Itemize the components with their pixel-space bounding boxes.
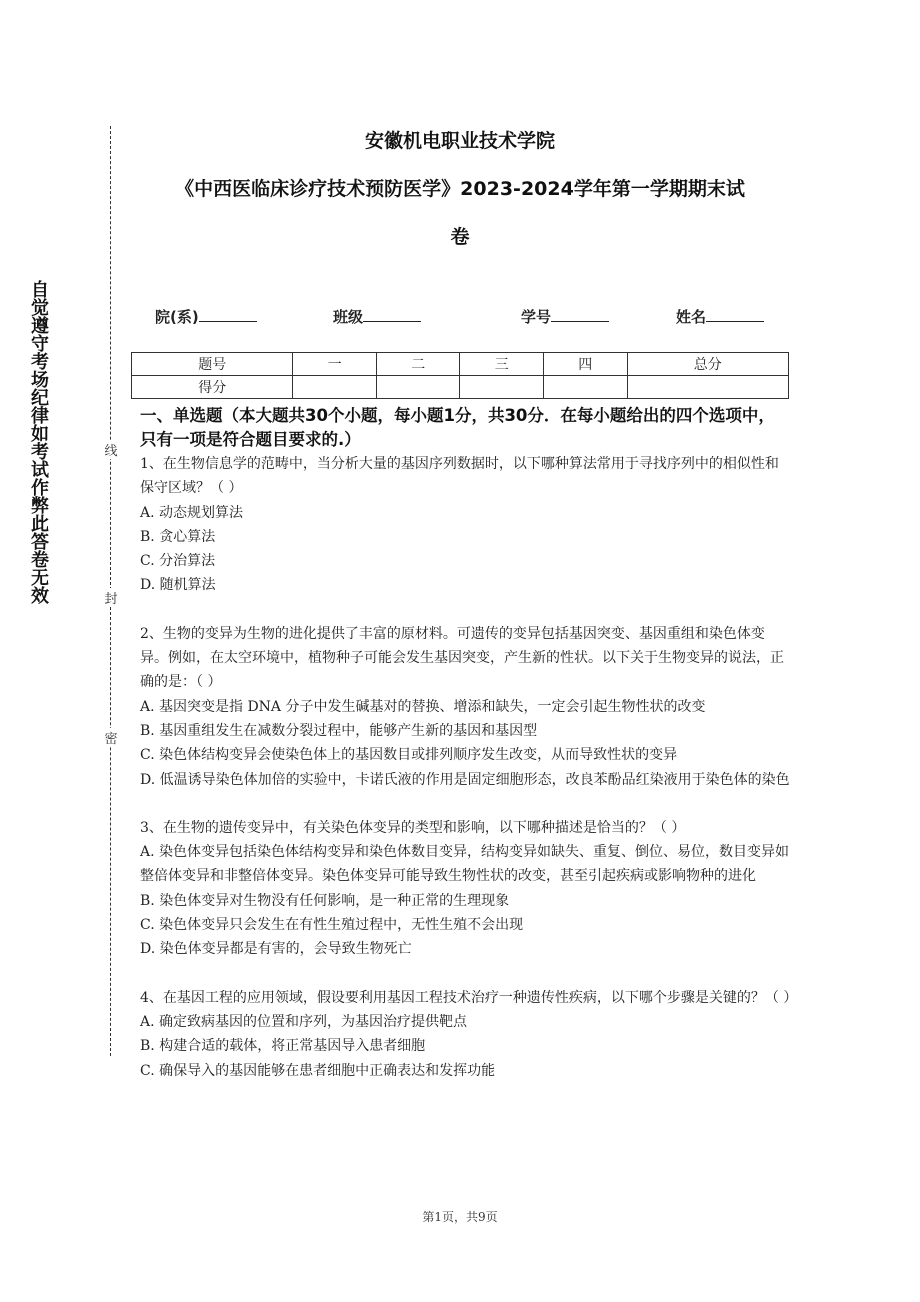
score-header-cell: 三	[460, 353, 544, 376]
question-option: A. 基因突变是指 DNA 分子中发生碱基对的替换、增添和缺失，一定会引起生物性状的改变	[140, 698, 706, 715]
score-cell[interactable]	[376, 376, 460, 399]
question-option: B. 构建合适的载体，将正常基因导入患者细胞	[140, 1038, 426, 1055]
question-option: B. 基因重组发生在减数分裂过程中，能够产生新的基因和基因型	[140, 722, 538, 739]
question-option: C. 确保导入的基因能够在患者细胞中正确表达和发挥功能	[140, 1062, 496, 1079]
dept-field[interactable]	[155, 306, 257, 327]
question-option: D. 随机算法	[140, 577, 216, 594]
dept-blank[interactable]	[199, 307, 257, 322]
class-label: 班级	[333, 308, 364, 326]
question-stem: 4、在基因工程的应用领域，假设要利用基因工程技术治疗一种遗传性疾病，以下哪个步骤是关键的？（ ）	[140, 989, 798, 1006]
exam-title-line1: 《中西医临床诊疗技术预防医学》2023-2024学年第一学期期末试	[175, 178, 745, 200]
question-option: B. 染色体变异对生物没有任何影响，是一种正常的生理现象	[140, 892, 510, 909]
name-label: 姓名	[676, 308, 707, 326]
class-blank[interactable]	[363, 307, 421, 322]
school-name: 安徽机电职业技术学院	[364, 130, 555, 152]
question-3	[140, 816, 792, 962]
score-header-cell: 总分	[627, 353, 788, 376]
section-heading: 一、单选题（本大题共30个小题，每小题1分，共30分．在每小题给出的四个选项中，只有一项是符合题目要求的.）	[140, 406, 775, 449]
question-stem: 2、生物的变异为生物的进化提供了丰富的原材料。可遗传的变异包括基因突变、基因重组和染色体变异。例如，在太空环境中，植物种子可能会发生基因突变，产生新的性状。以下关于生物变异的说法，正确的是：（ ）	[140, 625, 784, 691]
score-header-cell: 一	[293, 353, 377, 376]
name-blank[interactable]	[706, 307, 764, 322]
question-option: C. 染色体变异只会发生在有性生殖过程中，无性生殖不会出现	[140, 917, 524, 934]
question-option: C. 染色体结构变异会使染色体上的基因数目或排列顺序发生改变，从而导致性状的变异	[140, 747, 678, 764]
question-option: D. 染色体变异都是有害的，会导致生物死亡	[140, 941, 412, 958]
question-2	[140, 622, 792, 792]
question-stem: 3、在生物的遗传变异中，有关染色体变异的类型和影响，以下哪种描述是恰当的？（ ）	[140, 819, 686, 836]
score-table-score-row	[132, 376, 789, 399]
score-header-cell: 题号	[132, 353, 293, 376]
question-option: A. 染色体变异包括染色体结构变异和染色体数目变异，结构变异如缺失、重复、倒位、易位，数目变异如整倍体变异和非整倍体变异。染色体变异可能导致生物性状的改变，甚至引起疾病或影响物种的进化	[140, 844, 790, 885]
seal-mark-xian: 线	[104, 440, 118, 459]
score-row-label: 得分	[132, 376, 293, 399]
question-4	[140, 986, 798, 1083]
name-field[interactable]	[676, 306, 764, 327]
score-cell[interactable]	[293, 376, 377, 399]
questions-list	[140, 452, 798, 1083]
score-cell[interactable]	[544, 376, 628, 399]
score-header-cell: 二	[376, 353, 460, 376]
exam-discipline-warning: 自觉遵守考场纪律如考试作弊此答卷无效	[28, 280, 49, 604]
dept-label: 院(系)	[155, 308, 199, 326]
score-table-header-row	[132, 353, 789, 376]
class-field[interactable]	[333, 306, 421, 327]
seal-mark-feng: 封	[104, 588, 118, 607]
question-option: A. 确定致病基因的位置和序列，为基因治疗提供靶点	[140, 1013, 468, 1030]
student-id-label: 学号	[521, 308, 552, 326]
question-1	[140, 452, 792, 598]
question-option: D. 低温诱导染色体加倍的实验中，卡诺氏液的作用是固定细胞形态，改良苯酚品红染液用于染色体的染色	[140, 771, 790, 788]
page-number: 第1页，共9页	[422, 1210, 498, 1224]
score-table	[131, 352, 789, 399]
student-id-blank[interactable]	[551, 307, 609, 322]
score-cell[interactable]	[460, 376, 544, 399]
score-cell[interactable]	[627, 376, 788, 399]
question-stem: 1、在生物信息学的范畴中，当分析大量的基因序列数据时，以下哪种算法常用于寻找序列中的相似性和保守区域？（ ）	[140, 456, 779, 497]
seal-mark-mi: 密	[104, 728, 118, 747]
score-header-cell: 四	[544, 353, 628, 376]
question-option: B. 贪心算法	[140, 528, 216, 545]
question-option: C. 分治算法	[140, 553, 216, 570]
student-id-field[interactable]	[521, 306, 609, 327]
question-option: A. 动态规划算法	[140, 504, 244, 521]
exam-title-line2: 卷	[450, 226, 470, 248]
